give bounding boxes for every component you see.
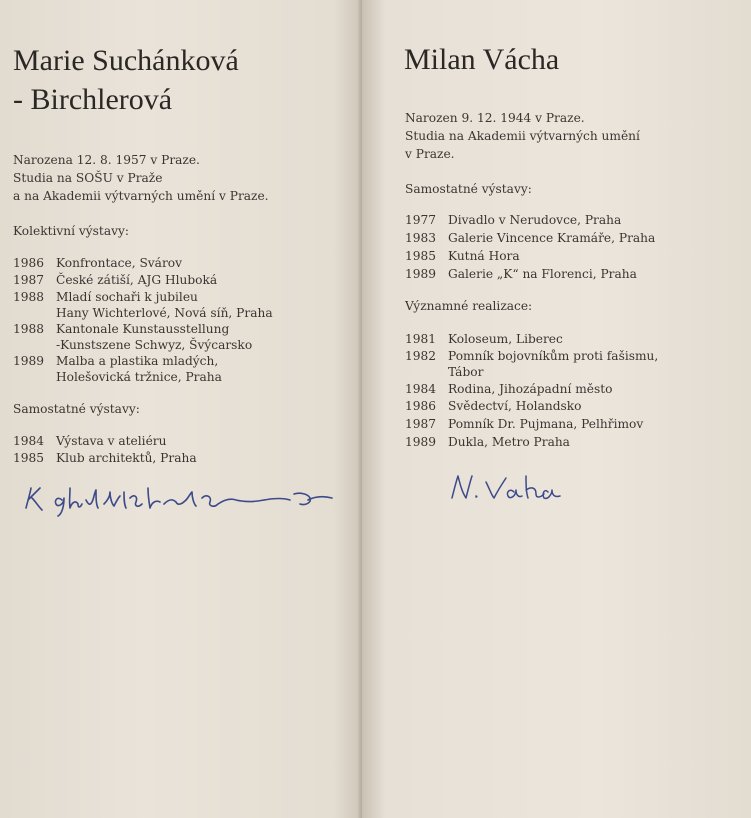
entry-year: 1986 [405, 399, 437, 413]
entry-year: 1988 [13, 290, 45, 304]
entry-text: Malba a plastika mladých, [56, 354, 219, 368]
entry-year: 1987 [13, 273, 45, 287]
entry-text: Holešovická tržnice, Praha [56, 369, 222, 384]
entry-year: 1985 [13, 451, 45, 465]
entry-year: 1984 [13, 434, 45, 448]
entry-text: Koloseum, Liberec [448, 332, 563, 346]
entry-year: 1982 [405, 349, 437, 363]
entry-text: -Kunstszene Schwyz, Švýcarsko [56, 337, 253, 352]
bio-line: Narozen 9. 12. 1944 v Praze. [405, 111, 585, 125]
entry-year: 1988 [13, 322, 45, 336]
section-heading-works: Významné realizace: [405, 299, 533, 313]
entry-year: 1989 [13, 354, 45, 368]
signature-vacha [446, 470, 576, 504]
section-heading-solo: Samostatné výstavy: [13, 402, 140, 416]
bio-line: Narozena 12. 8. 1957 v Praze. [13, 153, 200, 167]
left-page [0, 0, 362, 818]
entry-text: Divadlo v Nerudovce, Praha [448, 213, 622, 227]
entry-year: 1989 [405, 267, 437, 281]
bio-line: Studia na Akademii výtvarných umění [405, 129, 640, 143]
entry-year: 1984 [405, 382, 437, 396]
entry-year: 1983 [405, 231, 437, 245]
artist-name: Milan Vácha [404, 43, 560, 76]
entry-text: Rodina, Jihozápadní město [448, 382, 613, 396]
entry-text: Kutná Hora [448, 249, 520, 263]
entry-text: Pomník bojovníkům proti fašismu, [448, 349, 659, 363]
right-page [362, 0, 751, 818]
entry-year: 1985 [405, 249, 437, 263]
entry-year: 1989 [405, 435, 437, 449]
bio-line: v Praze. [405, 147, 455, 161]
entry-text: České zátiší, AJG Hluboká [56, 273, 218, 287]
entry-text: Dukla, Metro Praha [448, 435, 570, 449]
entry-text: Mladí sochaři k jubileu [56, 290, 198, 304]
entry-text: Galerie „K“ na Florenci, Praha [448, 267, 637, 281]
artist-name-line2: - Birchlerová [13, 83, 173, 116]
artist-name-line1: Marie Suchánková [13, 44, 239, 77]
bio-line: a na Akademii výtvarných umění v Praze. [13, 189, 269, 203]
entry-year: 1977 [405, 213, 437, 227]
entry-text: Galerie Vincence Kramáře, Praha [448, 231, 656, 245]
entry-year: 1981 [405, 332, 437, 346]
entry-text: Kantonale Kunstausstellung [56, 322, 230, 336]
signature-suchankova [18, 474, 340, 518]
entry-year: 1987 [405, 417, 437, 431]
bio-line: Studia na SOŠU v Praže [13, 171, 163, 185]
section-heading-solo: Samostatné výstavy: [405, 182, 532, 196]
entry-text: Výstava v ateliéru [56, 434, 167, 448]
entry-text: Konfrontace, Svárov [56, 256, 182, 270]
section-heading-collective: Kolektivní výstavy: [13, 224, 129, 238]
entry-text: Hany Wichterlové, Nová síň, Praha [56, 305, 273, 320]
entry-year: 1986 [13, 256, 45, 270]
entry-text: Pomník Dr. Pujmana, Pelhřimov [448, 417, 644, 431]
entry-text: Tábor [448, 364, 484, 379]
entry-text: Svědectví, Holandsko [448, 399, 582, 413]
entry-text: Klub architektů, Praha [56, 451, 197, 465]
